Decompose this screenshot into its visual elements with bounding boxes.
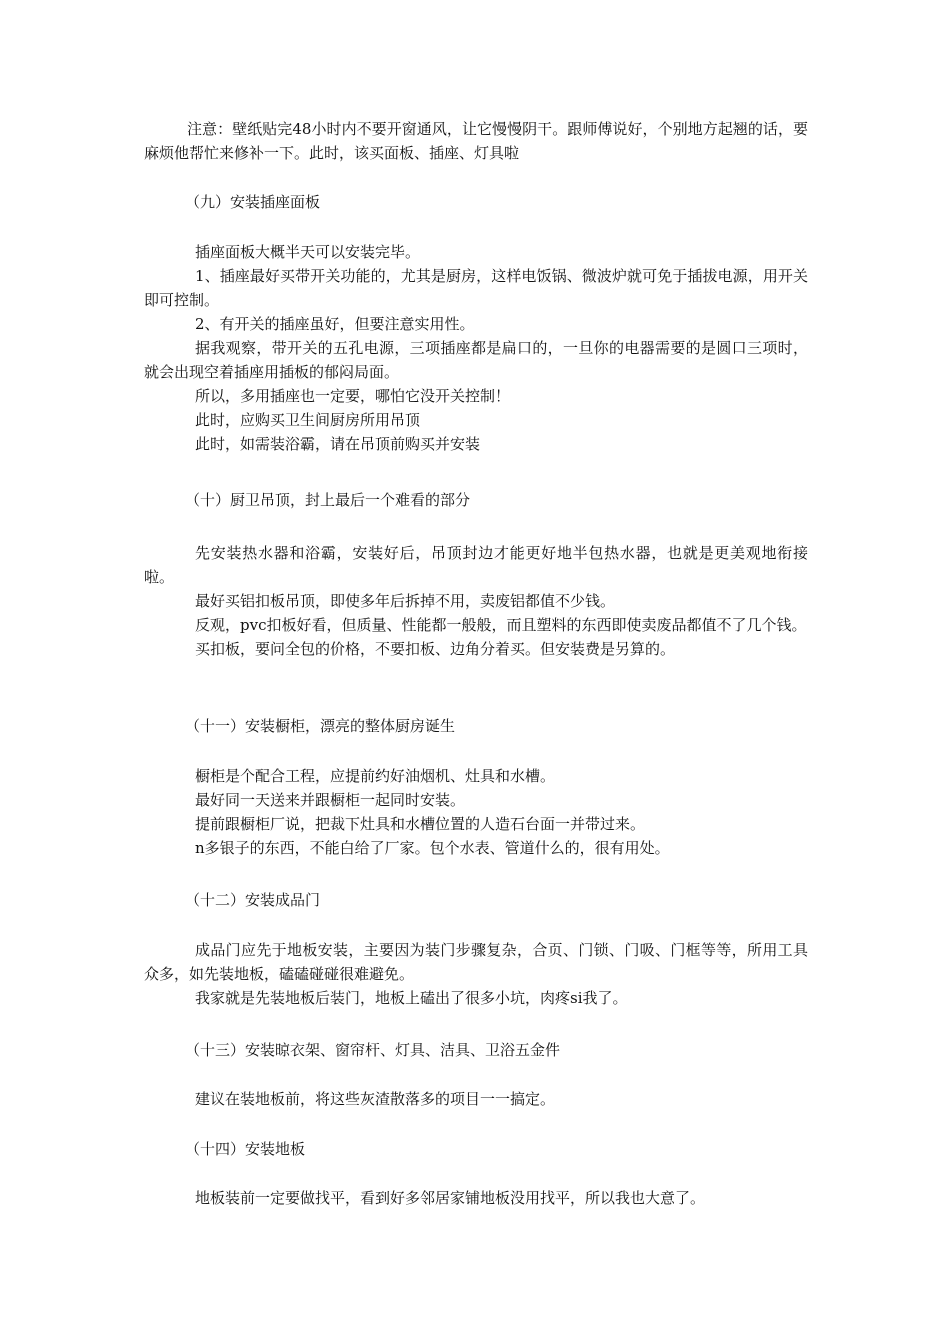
- intro-block: [144, 117, 808, 165]
- section-heading: （十二）安装成品门: [185, 891, 321, 909]
- paragraph: 插座面板大概半天可以安装完毕。: [195, 243, 421, 261]
- paragraph: 此时，应购买卫生间厨房所用吊顶: [195, 411, 421, 429]
- paragraph: 最好同一天送来并跟橱柜一起同时安装。: [195, 791, 466, 809]
- section-heading: （十四）安装地板: [185, 1140, 306, 1158]
- paragraph: 提前跟橱柜厂说，把裁下灶具和水槽位置的人造石台面一并带过来。: [195, 815, 646, 833]
- section-heading: （十一）安装橱柜，漂亮的整体厨房诞生: [185, 717, 456, 735]
- paragraph: 据我观察，带开关的五孔电源，三项插座都是扁口的，一旦你的电器需要的是圆口三项时，就会出现空着插座用插板的郁闷局面。: [144, 339, 808, 381]
- section-13-heading-block: [144, 1038, 808, 1062]
- section-12-body: [144, 938, 808, 1010]
- paragraph: 反观，pvc扣板好看，但质量、性能都一般般，而且塑料的东西即使卖废品都值不了几个钱。: [195, 616, 807, 634]
- section-heading: （十三）安装晾衣架、窗帘杆、灯具、洁具、卫浴五金件: [185, 1041, 561, 1059]
- section-heading: （十）厨卫吊顶，封上最后一个难看的部分: [185, 491, 471, 509]
- section-10-body: [144, 541, 808, 661]
- paragraph: 地板装前一定要做找平，看到好多邻居家铺地板没用找平，所以我也大意了。: [195, 1189, 706, 1207]
- section-12-heading-block: [144, 888, 808, 912]
- section-9-body: [144, 240, 808, 456]
- paragraph: 买扣板，要问全包的价格，不要扣板、边角分着买。但安装费是另算的。: [195, 640, 676, 658]
- section-13-body: [144, 1087, 808, 1111]
- section-heading: （九）安装插座面板: [185, 193, 321, 211]
- section-14-heading-block: [144, 1137, 808, 1161]
- section-9-heading-block: [144, 190, 808, 214]
- paragraph: 橱柜是个配合工程，应提前约好油烟机、灶具和水槽。: [195, 767, 556, 785]
- paragraph: 所以，多用插座也一定要，哪怕它没开关控制！: [195, 387, 511, 405]
- paragraph: 最好买铝扣板吊顶，即使多年后拆掉不用，卖废铝都值不少钱。: [195, 592, 616, 610]
- intro-paragraph: 注意：壁纸贴完48小时内不要开窗通风，让它慢慢阴干。跟师傅说好，个别地方起翘的话，要麻烦他帮忙来修补一下。此时，该买面板、插座、灯具啦: [144, 120, 808, 162]
- section-11-body: [144, 764, 808, 860]
- paragraph: 1、插座最好买带开关功能的，尤其是厨房，这样电饭锅、微波炉就可免于插拔电源，用开关即可控制。: [144, 267, 808, 309]
- paragraph: 先安装热水器和浴霸，安装好后，吊顶封边才能更好地半包热水器，也就是更美观地衔接啦。: [144, 544, 808, 586]
- paragraph: 成品门应先于地板安装，主要因为装门步骤复杂，合页、门锁、门吸、门框等等，所用工具众多，如先装地板，磕磕碰碰很难避免。: [144, 941, 808, 983]
- paragraph: 2、有开关的插座虽好，但要注意实用性。: [195, 315, 475, 333]
- section-14-body: [144, 1186, 808, 1210]
- section-11-heading-block: [144, 714, 808, 738]
- section-10-heading-block: [144, 488, 808, 512]
- paragraph: 我家就是先装地板后装门，地板上磕出了很多小坑，肉疼si我了。: [195, 989, 628, 1007]
- paragraph: 建议在装地板前，将这些灰渣散落多的项目一一搞定。: [195, 1090, 556, 1108]
- paragraph: n多银子的东西，不能白给了厂家。包个水表、管道什么的，很有用处。: [195, 839, 670, 857]
- paragraph: 此时，如需装浴霸，请在吊顶前购买并安装: [195, 435, 481, 453]
